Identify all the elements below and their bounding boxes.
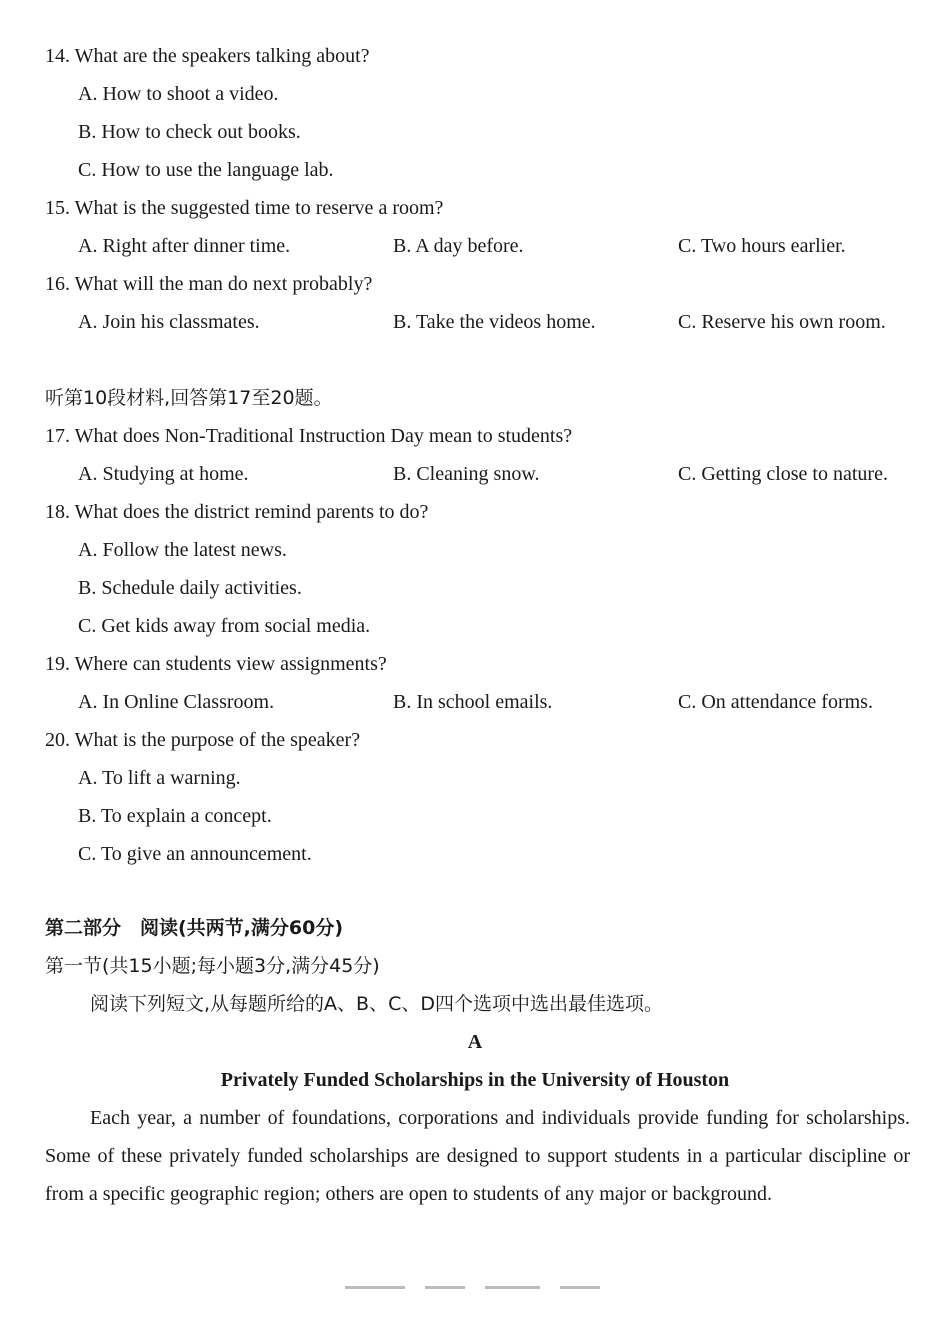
q17-option-a: A. Studying at home.	[78, 463, 249, 485]
q20-option-a: A. To lift a warning.	[78, 767, 241, 789]
question-20: 20. What is the purpose of the speaker?	[45, 729, 361, 751]
q14-option-a: A. How to shoot a video.	[78, 83, 279, 105]
question-18: 18. What does the district remind parents to do?	[45, 501, 429, 523]
q17-option-b: B. Cleaning snow.	[393, 463, 540, 485]
question-14: 14. What are the speakers talking about?	[45, 45, 370, 67]
question-19: 19. Where can students view assignments?	[45, 653, 387, 675]
passage-letter: A	[467, 1031, 483, 1053]
q19-option-c: C. On attendance forms.	[678, 691, 873, 713]
q15-option-b: B. A day before.	[393, 235, 524, 257]
q17-option-c: C. Getting close to nature.	[678, 463, 888, 485]
part-2-instruction: 阅读下列短文,从每题所给的A、B、C、D四个选项中选出最佳选项。	[90, 993, 663, 1015]
passage-title: Privately Funded Scholarships in the University of Houston	[220, 1069, 730, 1091]
q20-option-b: B. To explain a concept.	[78, 805, 272, 827]
q16-option-b: B. Take the videos home.	[393, 311, 596, 333]
q16-option-c: C. Reserve his own room.	[678, 311, 886, 333]
part-2-section-1: 第一节(共15小题;每小题3分,满分45分)	[45, 955, 380, 977]
question-15: 15. What is the suggested time to reserve a room?	[45, 197, 444, 219]
passage-paragraph: Each year, a number of foundations, corporations and individuals provide funding for scholarships. Some of these privately funded scholarships are designed to support students in a particular discipline or from a specific geographic region; others are open to students of any major or background.	[45, 1107, 910, 1205]
q19-option-b: B. In school emails.	[393, 691, 553, 713]
q20-option-c: C. To give an announcement.	[78, 843, 312, 865]
smudge-3	[485, 1286, 540, 1289]
q15-option-c: C. Two hours earlier.	[678, 235, 846, 257]
q14-option-b: B. How to check out books.	[78, 121, 301, 143]
smudge-2	[425, 1286, 465, 1289]
q18-option-a: A. Follow the latest news.	[78, 539, 287, 561]
page-footer-decoration	[345, 1280, 605, 1290]
q18-option-c: C. Get kids away from social media.	[78, 615, 371, 637]
part-2-heading: 第二部分 阅读(共两节,满分60分)	[45, 917, 344, 939]
q16-option-a: A. Join his classmates.	[78, 311, 260, 333]
smudge-4	[560, 1286, 600, 1289]
q15-option-a: A. Right after dinner time.	[78, 235, 291, 257]
q19-option-a: A. In Online Classroom.	[78, 691, 275, 713]
section-10-instruction: 听第10段材料,回答第17至20题。	[45, 387, 333, 409]
q18-option-b: B. Schedule daily activities.	[78, 577, 302, 599]
question-16: 16. What will the man do next probably?	[45, 273, 373, 295]
smudge-1	[345, 1286, 405, 1289]
footer-smudge-shape	[345, 1281, 605, 1290]
question-17: 17. What does Non-Traditional Instruction Day mean to students?	[45, 425, 573, 447]
q14-option-c: C. How to use the language lab.	[78, 159, 334, 181]
